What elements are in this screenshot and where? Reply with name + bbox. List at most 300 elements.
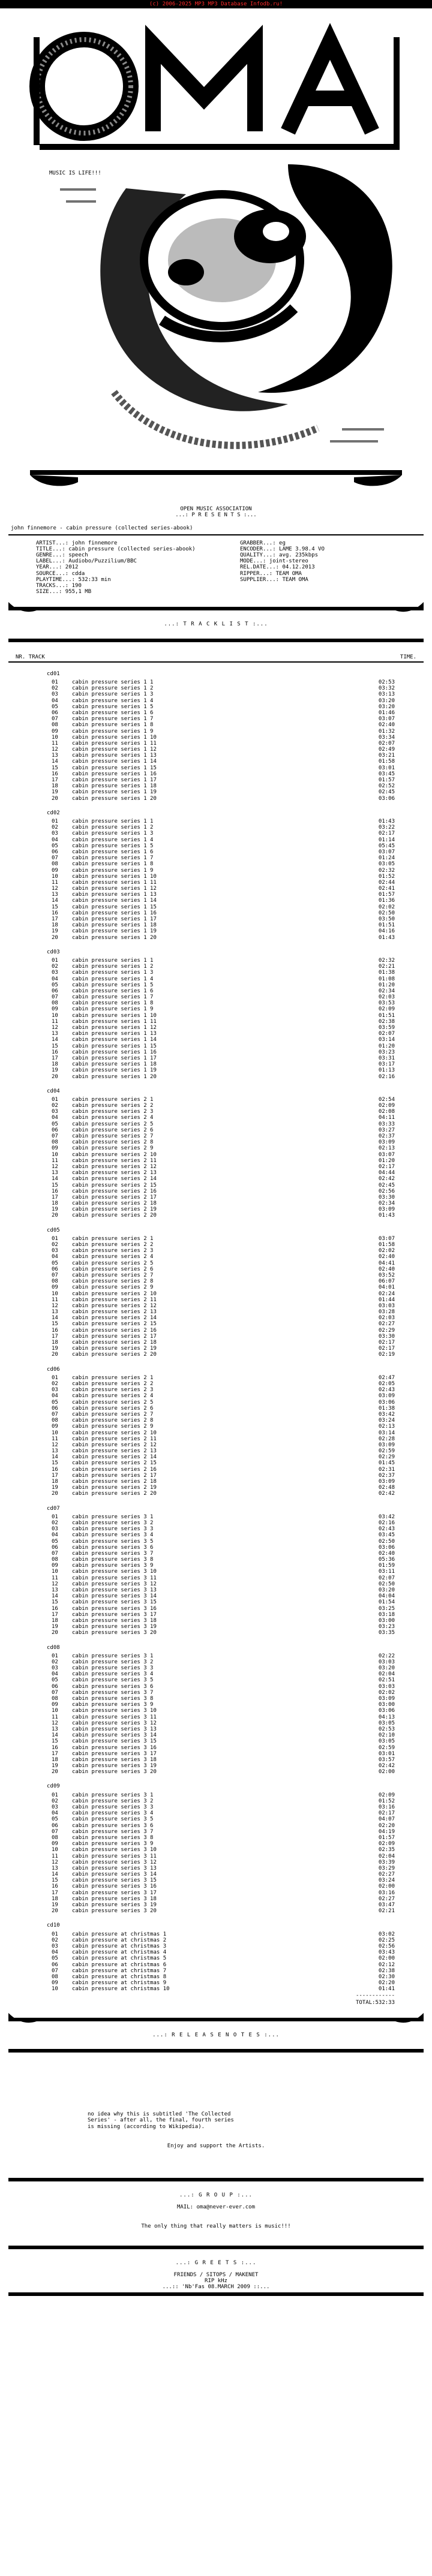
track-number: 11 [52, 740, 58, 747]
track-number: 03 [52, 1665, 58, 1672]
track-title: cabin pressure series 2 3 [72, 1248, 154, 1254]
track-number: 15 [52, 1043, 58, 1049]
track-duration: 03:02 [378, 1931, 395, 1937]
music-is-life-text: MUSIC IS LIFE!!! [49, 170, 101, 176]
track-title: cabin pressure series 2 13 [72, 1309, 157, 1316]
info-value: 955,1 MB [65, 589, 92, 595]
track-title: cabin pressure series 3 6 [72, 1822, 154, 1829]
track-number: 18 [52, 1617, 58, 1624]
track-row [0, 916, 432, 922]
track-row [0, 1745, 432, 1751]
track-number: 18 [52, 1895, 58, 1902]
track-duration: 02:05 [378, 1381, 395, 1387]
track-row [0, 1346, 432, 1352]
track-number: 15 [52, 1182, 58, 1188]
track-duration: 03:18 [378, 1611, 395, 1618]
track-number: 10 [52, 1847, 58, 1853]
track-row [0, 1000, 432, 1006]
track-duration: 02:03 [378, 1315, 395, 1322]
track-number: 19 [52, 1624, 58, 1630]
track-duration: 03:24 [378, 1418, 395, 1424]
track-number: 10 [52, 1986, 58, 1993]
track-duration: 02:50 [378, 910, 395, 916]
track-row [0, 1381, 432, 1387]
track-row [0, 1835, 432, 1841]
track-duration: 02:13 [378, 1145, 395, 1152]
info-label: RIPPER [240, 570, 260, 577]
track-duration: 01:58 [378, 1242, 395, 1248]
track-row [0, 1563, 432, 1569]
track-duration: 03:09 [378, 1479, 395, 1485]
info-label: QUALITY [240, 552, 263, 559]
track-number: 04 [52, 1254, 58, 1260]
track-title: cabin pressure series 1 6 [72, 709, 154, 716]
track-duration: 02:40 [378, 1266, 395, 1272]
track-title: cabin pressure series 2 8 [72, 1418, 154, 1424]
track-row [0, 1212, 432, 1218]
track-title: cabin pressure series 1 7 [72, 716, 154, 723]
track-row [0, 771, 432, 777]
track-duration: 03:45 [378, 1532, 395, 1539]
track-title: cabin pressure series 2 6 [72, 1266, 154, 1272]
track-title: cabin pressure series 2 17 [72, 1194, 157, 1200]
track-duration: 03:09 [378, 1696, 395, 1702]
track-row [0, 765, 432, 771]
track-duration: 03:01 [378, 1750, 395, 1757]
track-title: cabin pressure series 1 5 [72, 842, 154, 849]
track-row [0, 1865, 432, 1871]
track-duration: 04:13 [378, 1714, 395, 1720]
track-row [0, 1792, 432, 1798]
track-duration: 02:56 [378, 1943, 395, 1949]
track-number: 11 [52, 879, 58, 886]
track-row [0, 729, 432, 735]
track-title: cabin pressure series 2 2 [72, 1381, 154, 1387]
track-duration: 01:43 [378, 818, 395, 824]
track-duration: 03:25 [378, 1605, 395, 1612]
track-row [0, 1074, 432, 1080]
track-number: 07 [52, 1133, 58, 1140]
track-title: cabin pressure series 3 16 [72, 1605, 157, 1612]
total-time: TOTAL:532:33 [355, 1999, 395, 2006]
track-duration: 04:01 [378, 1284, 395, 1291]
track-duration: 02:34 [378, 988, 395, 994]
track-row [0, 1454, 432, 1460]
info-value: avg. 235kbps [279, 552, 319, 559]
track-number: 18 [52, 922, 58, 929]
track-row [0, 1726, 432, 1732]
track-duration: 03:17 [378, 1061, 395, 1068]
track-title: cabin pressure series 3 8 [72, 1696, 154, 1702]
disc-label: cd06 [47, 1366, 60, 1373]
track-title: cabin pressure series 2 14 [72, 1315, 157, 1322]
track-title: cabin pressure series 1 8 [72, 1000, 154, 1007]
track-duration: 03:09 [378, 1393, 395, 1400]
track-number: 04 [52, 697, 58, 704]
track-title: cabin pressure series 3 10 [72, 1847, 157, 1853]
track-duration: 02:50 [378, 1581, 395, 1587]
track-title: cabin pressure series 1 9 [72, 867, 154, 874]
track-number: 19 [52, 1067, 58, 1074]
track-duration: 03:09 [378, 1206, 395, 1213]
track-title: cabin pressure series 3 12 [72, 1720, 157, 1726]
track-row [0, 1751, 432, 1757]
track-row [0, 1418, 432, 1424]
track-title: cabin pressure series 3 8 [72, 1557, 154, 1563]
track-row [0, 1877, 432, 1883]
track-row [0, 1037, 432, 1043]
track-row [0, 1847, 432, 1853]
info-field: SUPPLIER...: TEAM OMA [240, 576, 308, 583]
track-row [0, 886, 432, 892]
track-row [0, 1309, 432, 1315]
track-title: cabin pressure series 3 1 [72, 1792, 154, 1798]
track-title: cabin pressure series 1 3 [72, 970, 154, 976]
track-duration: 03:50 [378, 916, 395, 922]
track-title: cabin pressure series 2 13 [72, 1170, 157, 1176]
track-row [0, 1804, 432, 1810]
track-title: cabin pressure series 1 15 [72, 765, 157, 771]
track-title: cabin pressure series 3 13 [72, 1865, 157, 1871]
track-row [0, 1593, 432, 1599]
info-field: PLAYTIME...: 532:33 min [36, 576, 111, 583]
track-row [0, 1890, 432, 1896]
track-number: 09 [52, 867, 58, 874]
track-number: 01 [52, 679, 58, 686]
track-duration: 03:06 [378, 795, 395, 802]
track-title: cabin pressure series 3 1 [72, 1653, 154, 1659]
track-row [0, 1097, 432, 1103]
track-number: 09 [52, 1424, 58, 1430]
track-number: 13 [52, 1865, 58, 1871]
greets-title: ...: G R E E T S :... [175, 2259, 257, 2266]
track-title: cabin pressure series 3 20 [72, 1769, 157, 1775]
track-title: cabin pressure series 3 20 [72, 1908, 157, 1915]
track-title: cabin pressure series 2 19 [72, 1485, 157, 1491]
track-number: 08 [52, 1834, 58, 1841]
track-title: cabin pressure series 2 20 [72, 1212, 157, 1219]
track-title: cabin pressure series 1 11 [72, 1018, 157, 1025]
track-title: cabin pressure series 3 19 [72, 1902, 157, 1909]
track-duration: 01:57 [378, 777, 395, 784]
info-field: LABEL...: Audiobo/Puzzilium/BBC [36, 558, 137, 565]
track-title: cabin pressure series 3 18 [72, 1895, 157, 1902]
track-number: 15 [52, 1599, 58, 1606]
track-duration: 03:07 [378, 1151, 395, 1158]
track-number: 05 [52, 1399, 58, 1406]
track-number: 12 [52, 1442, 58, 1448]
copyright-bar [0, 0, 432, 8]
group-title: ...: G R O U P :... [179, 2192, 253, 2198]
track-row [0, 1557, 432, 1563]
track-duration: 02:07 [378, 1575, 395, 1581]
track-number: 13 [52, 1587, 58, 1594]
track-duration: 02:17 [378, 830, 395, 837]
track-number: 02 [52, 964, 58, 970]
track-number: 13 [52, 1448, 58, 1455]
track-title: cabin pressure at christmas 3 [72, 1943, 167, 1949]
track-number: 14 [52, 759, 58, 765]
track-duration: 01:38 [378, 970, 395, 976]
track-row [0, 1145, 432, 1151]
track-row [0, 1937, 432, 1943]
track-title: cabin pressure series 1 16 [72, 771, 157, 777]
track-row [0, 710, 432, 716]
track-number: 19 [52, 1346, 58, 1352]
track-row [0, 1708, 432, 1714]
track-row [0, 1139, 432, 1145]
disc-label: cd04 [47, 1088, 60, 1094]
info-right-column [240, 540, 325, 595]
track-number: 01 [52, 1374, 58, 1381]
track-row [0, 1763, 432, 1769]
track-title: cabin pressure series 3 9 [72, 1563, 154, 1569]
track-title: cabin pressure series 3 15 [72, 1877, 157, 1884]
track-duration: 02:08 [378, 1109, 395, 1115]
track-title: cabin pressure series 3 12 [72, 1859, 157, 1865]
track-number: 02 [52, 1103, 58, 1109]
info-field: MODE...: joint-stereo [240, 558, 308, 565]
track-number: 17 [52, 1333, 58, 1340]
track-title: cabin pressure series 3 11 [72, 1853, 157, 1859]
track-row [0, 759, 432, 765]
track-number: 07 [52, 855, 58, 862]
tracklist [0, 671, 432, 1993]
track-number: 12 [52, 1859, 58, 1865]
col-nr-track: NR. TRACK [16, 654, 45, 660]
track-row [0, 1352, 432, 1358]
track-duration: 03:23 [378, 1049, 395, 1055]
track-duration: 01:36 [378, 898, 395, 904]
track-row [0, 1738, 432, 1744]
track-row [0, 1127, 432, 1133]
track-title: cabin pressure series 2 6 [72, 1127, 154, 1133]
track-number: 16 [52, 910, 58, 916]
track-duration: 03:30 [378, 1333, 395, 1340]
track-duration: 01:13 [378, 1067, 395, 1074]
track-title: cabin pressure at christmas 7 [72, 1967, 167, 1974]
track-title: cabin pressure series 2 12 [72, 1442, 157, 1448]
track-title: cabin pressure series 1 4 [72, 697, 154, 704]
track-number: 15 [52, 1877, 58, 1884]
track-duration: 02:52 [378, 783, 395, 790]
track-duration: 02:32 [378, 867, 395, 874]
info-field: REL.DATE...: 04.12.2013 [240, 564, 315, 571]
info-value: cdda [71, 570, 85, 577]
track-row [0, 868, 432, 874]
greets-footer: ...:: 'Nb'Fas 08.MARCH 2009 ::... [162, 2284, 270, 2291]
track-number: 03 [52, 1387, 58, 1394]
track-title: cabin pressure series 2 5 [72, 1121, 154, 1127]
track-row [0, 1328, 432, 1334]
track-number: 01 [52, 1653, 58, 1659]
track-row [0, 1841, 432, 1847]
track-title: cabin pressure series 3 3 [72, 1804, 154, 1811]
track-title: cabin pressure series 2 16 [72, 1188, 157, 1194]
info-value: LAME 3.98.4 VO [279, 546, 325, 552]
track-row [0, 988, 432, 994]
track-duration: 03:21 [378, 753, 395, 759]
track-number: 05 [52, 1121, 58, 1127]
track-title: cabin pressure series 1 15 [72, 1043, 157, 1049]
track-duration: 02:42 [378, 1763, 395, 1770]
track-duration: 03:03 [378, 1302, 395, 1309]
track-duration: 04:04 [378, 1593, 395, 1600]
track-number: 08 [52, 1696, 58, 1702]
track-duration: 01:20 [378, 1157, 395, 1164]
track-number: 17 [52, 916, 58, 922]
track-row [0, 1133, 432, 1139]
info-field: SIZE...: 955,1 MB [36, 589, 92, 595]
track-duration: 05:45 [378, 842, 395, 849]
track-title: cabin pressure series 1 16 [72, 1049, 157, 1055]
disc-label: cd10 [47, 1922, 60, 1929]
track-number: 12 [52, 1720, 58, 1726]
track-row [0, 910, 432, 916]
track-title: cabin pressure series 1 8 [72, 861, 154, 868]
track-title: cabin pressure at christmas 6 [72, 1961, 167, 1968]
track-number: 20 [52, 1630, 58, 1636]
track-number: 08 [52, 861, 58, 868]
track-row [0, 1949, 432, 1955]
track-row [0, 1321, 432, 1327]
track-row [0, 777, 432, 783]
track-duration: 02:17 [378, 1340, 395, 1346]
track-row [0, 1340, 432, 1346]
track-row [0, 1684, 432, 1690]
info-field: GENRE...: speech [36, 552, 88, 559]
total-separator: ------------ [355, 1992, 395, 1999]
track-title: cabin pressure series 1 13 [72, 1031, 157, 1037]
disc-label: cd03 [47, 949, 60, 955]
track-title: cabin pressure series 1 14 [72, 1037, 157, 1043]
track-row [0, 1254, 432, 1260]
track-duration: 01:20 [378, 982, 395, 988]
track-duration: 02:34 [378, 1200, 395, 1207]
track-duration: 02:44 [378, 879, 395, 886]
track-row [0, 880, 432, 886]
track-row [0, 1206, 432, 1212]
track-row [0, 958, 432, 964]
track-row [0, 1152, 432, 1158]
track-duration: 02:30 [378, 1973, 395, 1980]
track-number: 07 [52, 1967, 58, 1974]
track-row [0, 935, 432, 941]
track-title: cabin pressure series 3 3 [72, 1665, 154, 1672]
track-number: 04 [52, 1810, 58, 1817]
track-duration: 02:09 [378, 1006, 395, 1013]
track-duration: 03:45 [378, 771, 395, 777]
track-duration: 02:22 [378, 1653, 395, 1659]
track-duration: 02:59 [378, 1744, 395, 1751]
track-number: 20 [52, 1908, 58, 1915]
track-row [0, 1980, 432, 1986]
track-row [0, 1375, 432, 1381]
track-row [0, 1055, 432, 1061]
track-duration: 02:17 [378, 1346, 395, 1352]
track-duration: 03:59 [378, 1025, 395, 1031]
track-number: 18 [52, 1200, 58, 1207]
track-number: 17 [52, 1194, 58, 1200]
track-duration: 02:09 [378, 1792, 395, 1798]
track-row [0, 1974, 432, 1980]
info-label: PLAYTIME [36, 576, 62, 583]
track-title: cabin pressure series 1 16 [72, 910, 157, 916]
track-row [0, 1043, 432, 1049]
track-duration: 02:49 [378, 747, 395, 753]
track-title: cabin pressure series 1 5 [72, 703, 154, 710]
info-label: REL.DATE [240, 564, 266, 571]
track-title: cabin pressure series 3 19 [72, 1763, 157, 1770]
track-row [0, 1677, 432, 1683]
track-title: cabin pressure series 3 7 [72, 1689, 154, 1696]
track-title: cabin pressure series 3 7 [72, 1828, 154, 1835]
track-row [0, 1871, 432, 1877]
track-duration: 02:09 [378, 1103, 395, 1109]
track-number: 14 [52, 1176, 58, 1182]
track-number: 04 [52, 1532, 58, 1539]
track-number: 13 [52, 1031, 58, 1037]
track-title: cabin pressure series 2 20 [72, 1352, 157, 1358]
track-duration: 03:00 [378, 1702, 395, 1708]
track-row [0, 830, 432, 836]
track-title: cabin pressure series 3 18 [72, 1756, 157, 1763]
track-number: 09 [52, 1980, 58, 1987]
track-row [0, 1025, 432, 1031]
track-duration: 02:17 [378, 1810, 395, 1817]
track-title: cabin pressure series 3 14 [72, 1871, 157, 1878]
track-title: cabin pressure series 3 17 [72, 1611, 157, 1618]
track-title: cabin pressure series 2 10 [72, 1151, 157, 1158]
track-duration: 03:30 [378, 1194, 395, 1200]
track-title: cabin pressure series 3 18 [72, 1617, 157, 1624]
track-number: 15 [52, 765, 58, 771]
track-number: 16 [52, 1744, 58, 1751]
disc-label: cd05 [47, 1227, 60, 1233]
track-duration: 02:48 [378, 1485, 395, 1491]
track-title: cabin pressure series 3 10 [72, 1708, 157, 1714]
track-duration: 01:57 [378, 1834, 395, 1841]
track-number: 11 [52, 1575, 58, 1581]
track-number: 04 [52, 1393, 58, 1400]
track-number: 09 [52, 1841, 58, 1847]
track-number: 06 [52, 1127, 58, 1133]
info-left-column [36, 540, 240, 595]
track-row [0, 1883, 432, 1889]
info-field: ARTIST...: john finnemore [36, 540, 118, 546]
info-value: 190 [71, 583, 82, 589]
track-number: 12 [52, 1581, 58, 1587]
track-title: cabin pressure series 2 14 [72, 1454, 157, 1461]
track-row [0, 1491, 432, 1497]
track-title: cabin pressure series 1 12 [72, 747, 157, 753]
track-row [0, 892, 432, 898]
track-number: 10 [52, 1430, 58, 1436]
track-row [0, 1061, 432, 1067]
section-divider [8, 2013, 424, 2026]
track-duration: 01:43 [378, 934, 395, 941]
track-number: 01 [52, 957, 58, 964]
track-row [0, 1853, 432, 1859]
greets-line-1: FRIENDS / SITOPS / MAKENET [173, 2271, 259, 2278]
track-duration: 01:46 [378, 709, 395, 716]
track-duration: 03:34 [378, 734, 395, 741]
track-row [0, 1109, 432, 1115]
track-duration: 03:11 [378, 1569, 395, 1575]
support-line: Enjoy and support the Artists. [167, 2142, 265, 2149]
track-title: cabin pressure series 2 8 [72, 1278, 154, 1285]
track-number: 06 [52, 1822, 58, 1829]
